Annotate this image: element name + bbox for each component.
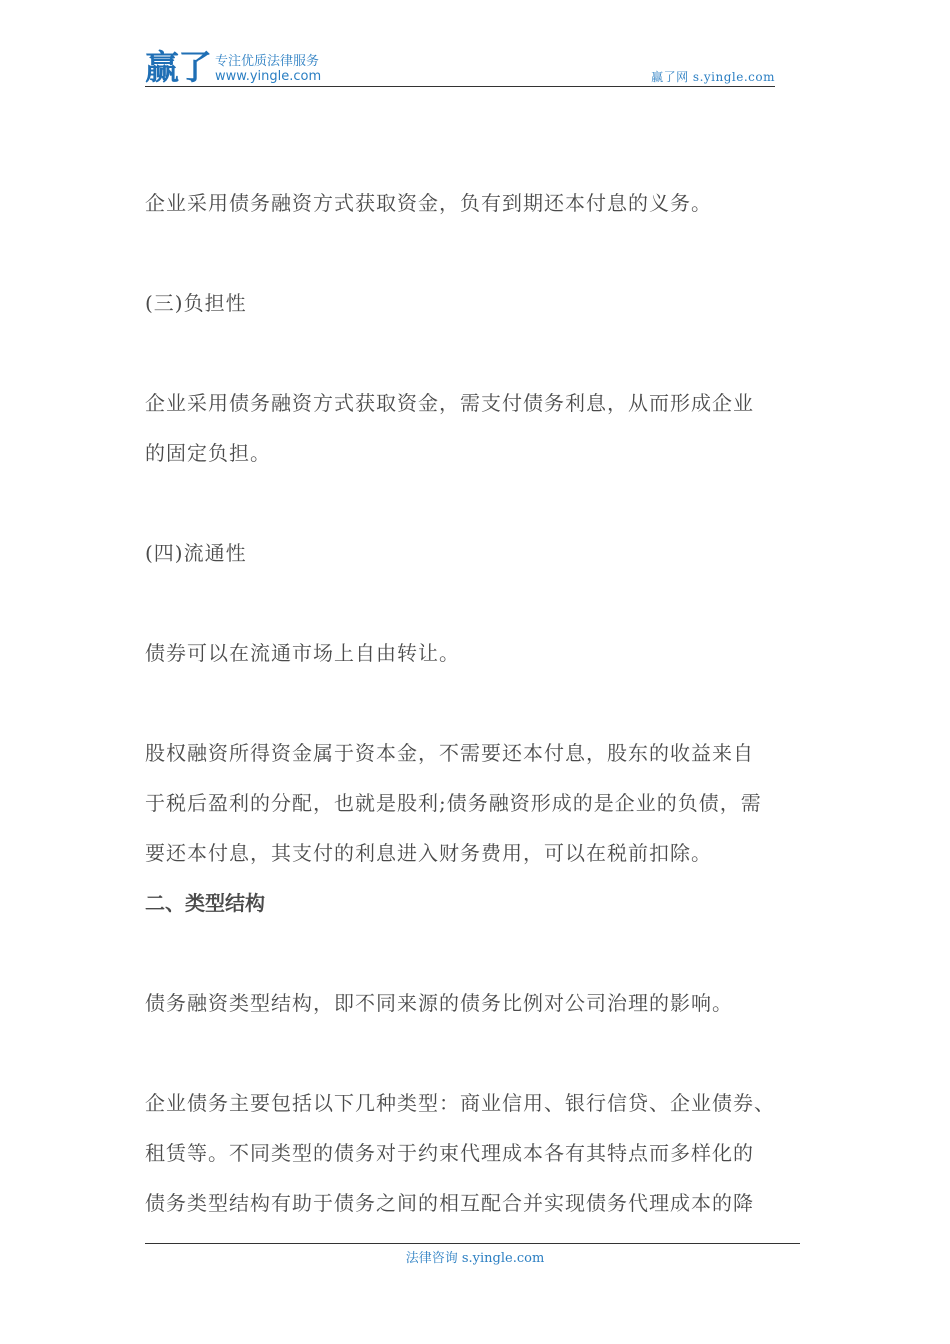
paragraph-gap (145, 578, 835, 628)
section-heading-type-structure: 二、类型结构 (145, 891, 265, 915)
paragraph-burden-line-1: 企业采用债务融资方式获取资金，需支付债务利息，从而形成企业 (145, 391, 754, 415)
paragraph-equity-line-3: 要还本付息，其支付的利息进入财务费用，可以在税前扣除。 (145, 841, 712, 865)
header-divider (145, 86, 775, 87)
logo-text-block (215, 54, 321, 84)
logo-slogan: 专注优质法律服务 (215, 54, 320, 69)
paragraph-gap (145, 1028, 835, 1078)
paragraph-burden-line-2: 的固定负担。 (145, 441, 271, 465)
document-body (145, 178, 835, 1228)
subheading-burden: (三)负担性 (145, 291, 247, 315)
header-site-link[interactable]: 赢了网 s.yingle.com (651, 70, 775, 84)
paragraph-gap (145, 678, 835, 728)
paragraph-equity-line-1: 股权融资所得资金属于资本金，不需要还本付息，股东的收益来自 (145, 741, 754, 765)
paragraph-repayment: 企业采用债务融资方式获取资金，负有到期还本付息的义务。 (145, 191, 712, 215)
paragraph-gap (145, 228, 835, 278)
page-header (145, 48, 775, 88)
paragraph-gap (145, 928, 835, 978)
paragraph-equity-line-2: 于税后盈利的分配，也就是股利;债务融资形成的是企业的负债，需 (145, 791, 762, 815)
paragraph-gap (145, 328, 835, 378)
paragraph-gap (145, 478, 835, 528)
site-logo[interactable]: 赢了 (145, 48, 211, 88)
subheading-liquidity: (四)流通性 (145, 541, 247, 565)
paragraph-debt-types-line-3: 债务类型结构有助于债务之间的相互配合并实现债务代理成本的降 (145, 1191, 754, 1215)
paragraph-liquidity: 债券可以在流通市场上自由转让。 (145, 641, 460, 665)
paragraph-debt-types-line-1: 企业债务主要包括以下几种类型：商业信用、银行信贷、企业债券、 (145, 1091, 775, 1115)
footer-divider (145, 1243, 800, 1244)
paragraph-type-structure: 债务融资类型结构，即不同来源的债务比例对公司治理的影响。 (145, 991, 733, 1015)
logo-url[interactable]: www.yingle.com (215, 69, 322, 84)
footer-link[interactable]: 法律咨询 s.yingle.com (405, 1251, 545, 1266)
paragraph-debt-types-line-2: 租赁等。不同类型的债务对于约束代理成本各有其特点而多样化的 (145, 1141, 754, 1165)
